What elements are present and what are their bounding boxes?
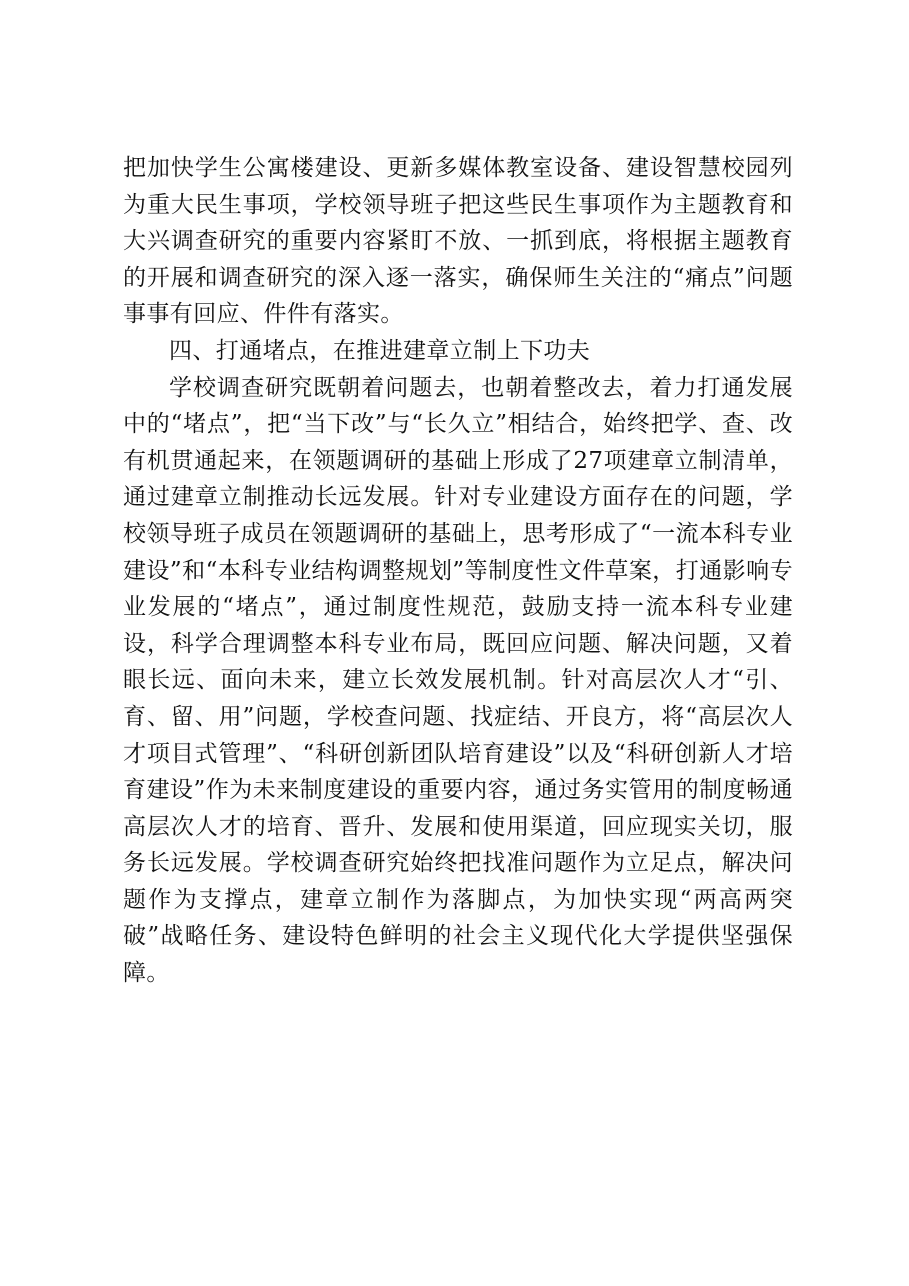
document-body [123, 150, 793, 992]
section-heading: 四、打通堵点，在推进建章立制上下功夫 [169, 337, 591, 364]
paragraph-body: 学校调查研究既朝着问题去，也朝着整改去，着力打通发展中的“堵点”，把“当下改”与“长久立”相结合，始终把学、查、改有机贯通起来，在领题调研的基础上形成了27项建章立制清单，通过建章立制推动长远发展。针对专业建设方面存在的问题，学校领导班子成员在领题调研的基础上，思考形成了“一流本科专业建设”和“本科专业结构调整规划”等制度性文件草案，打通影响专业发展的“堵点”，通过制度性规范，鼓励支持一流本科专业建设，科学合理调整本科专业布局，既回应问题、解决问题，又着眼长远、面向未来，建立长效发展机制。针对高层次人才“引、育、留、用”问题，学校查问题、找症结、开良方，将“高层次人才项目式管理”、“科研创新团队培育建设”以及“科研创新人才培育建设”作为未来制度建设的重要内容，通过务实管用的制度畅通高层次人才的培育、晋升、发展和使用渠道，回应现实关切，服务长远发展。学校调查研究始终把找准问题作为立足点，解决问题作为支撑点，建章立制作为落脚点，为加快实现“两高两突破”战略任务、建设特色鲜明的社会主义现代化大学提供坚强保障。 [123, 374, 793, 987]
paragraph-continuation: 把加快学生公寓楼建设、更新多媒体教室设备、建设智慧校园列为重大民生事项，学校领导班子把这些民生事项作为主题教育和大兴调查研究的重要内容紧盯不放、一抓到底，将根据主题教育的开展和调查研究的深入逐一落实，确保师生关注的“痛点”问题事事有回应、件件有落实。 [123, 155, 793, 328]
